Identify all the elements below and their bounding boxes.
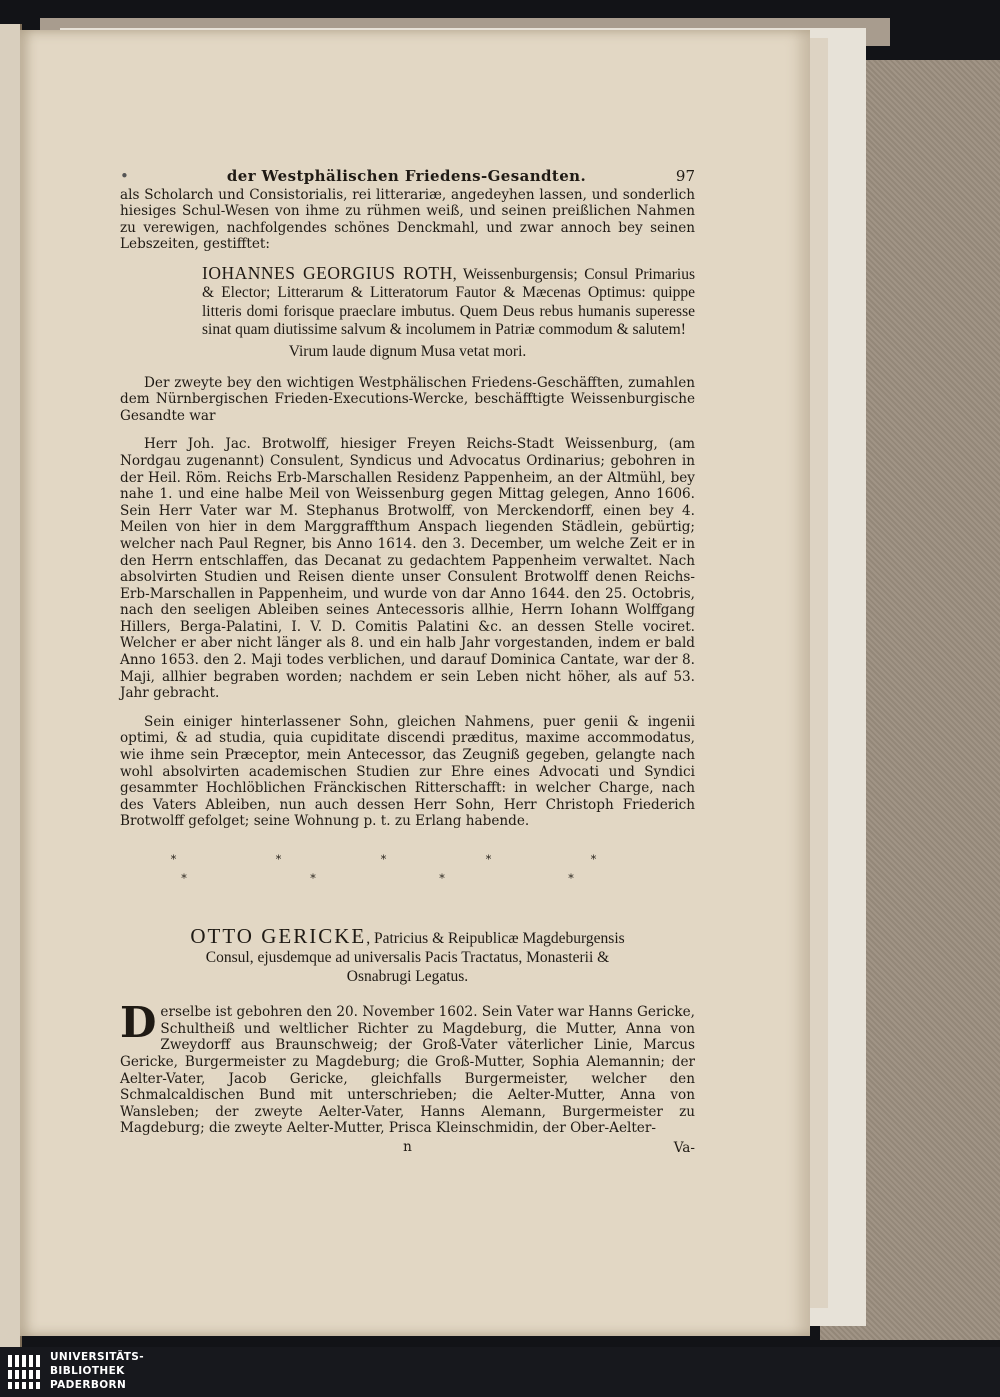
running-head [120,168,695,185]
paragraph-2: Der zweyte bey den wichtigen Westphälischen Friedens-Geschäfften, zumahlen dem Nürnbergischen Frieden-Executions-Wercke, beschäfftigte Weissenburgische Gesandte war [120,374,695,424]
star-ornament: * * * * * [170,853,645,866]
star-ornament-row2: * * * * [181,871,634,885]
inscription [120,264,695,340]
paragraph-5-block [120,998,695,1137]
paragraph-5: erselbe ist gebohren den 20. November 1602. Sein Vater war Hanns Gericke, Schultheiß und weltlicher Richter zu Magdeburg, die Mutter, Anna von Zweydorff aus Braunschweig; der Groß-Vater väterlicher Linie, Marcus Gericke, Burgermeister zu Magdeburg; die Groß-Mutter, Sophia Alemannin; der Aelter-Vater, Jacob Gericke, gleichfalls Burgermeister, welcher den Schmalcaldischen Bund mit unterschrieben; die Aelter-Mutter, Anna von Wansleben; der zweyte Aelter-Vater, Hanns Alemann, Burgermeister zu Magdeburg; die zweyte Aelter-Mutter, Prisca Kleinschmidin, der Ober-Aelter- [120,1004,695,1137]
catchword: Va- [673,1139,695,1156]
footer-bar [0,1347,1000,1397]
entry-name: OTTO GERICKE [190,924,367,949]
paragraph-4: Sein einiger hinterlassener Sohn, gleichen Nahmens, puer genii & ingenii optimi, & ad studia, quia cupiditate discendi præditus, maxime accommodatus, wie ihme sein Præceptor, mein Antecessor, das Zeugniß gegeben, gelangte nach wohl absolvirten academischen Studien zur Ehre eines Advocati und Syndici gesammter Hochlöblichen Fränckischen Ritterschafft: in welcher Charge, nach des Vaters Ableiben, nun auch dessen Herr Sohn, Herr Christoph Friederich Brotwolff gefolget; seine Wohnung p. t. zu Erlang habende. [120,713,695,830]
logo-line-2: BIBLIOTHEK [50,1365,125,1377]
logo-line-3: PADERBORN [50,1379,127,1391]
drop-cap: D [120,998,157,1048]
library-logo-icon [6,1353,44,1391]
entry-title-line1: , Patricius & Reipublicæ Magdeburgensis [366,930,625,948]
book-page [20,30,810,1336]
page-content [120,168,695,1156]
left-page-edge [0,24,22,1347]
running-title: der Westphälischen Friedens-Gesandten. [226,167,587,185]
motto: Virum laude dignum Musa vetat mori. [288,342,527,360]
paragraph-1: als Scholarch und Consistorialis, rei litterariæ, angedeyhen lassen, und sonderlich hiesiges Schul-Wesen von ihme zu rühmen weiß, und seinen preißlichen Nahmen zu verewigen, nachfolgendes schönes Denckmahl, und zwar annoch bey seinen Lebszeiten, gestifftet: [120,186,695,253]
paragraph-3: Herr Joh. Jac. Brotwolff, hiesiger Freyen Reichs-Stadt Weissenburg, (am Nordgau zugenannt) Consulent, Syndicus und Advocatus Ordinarius; gebohren in der Heil. Röm. Reichs Erb-Marschallen Residenz Pappenheim, an der Altmühl, bey nahe 1. und eine halbe Meil von Weissenburg gegen Mittag gelegen, Anno 1606. Sein Herr Vater war M. Stephanus Brotwolff, von Merckendorff, einen bey 4. Meilen von hier in dem Marggraffthum Anspach liegenden Städlein, gebürtig; welcher nach Paul Regner, bis Anno 1614. den 3. December, um welche Zeit er in den Herrn entschlaffen, das Decanat zu gedachtem Pappenheim verwaltet. Nach absolvirten Studien und Reisen diente unser Consulent Brotwolff denen Reichs-Erb-Marschallen in Pappenheim, und wurde von dar Anno 1644. den 25. Octobris, nach den seeligen Ableiben seines Antecessoris allhie, Herrn Iohann Wolffgang Hillers, Berga-Palatini, I. V. D. Comitis Palatini &c. an dessen Stelle vociret. Welcher er aber nicht länger als 8. und ein halb Jahr vorgestanden, indem er bald Anno 1653. den 2. Maji todes verblichen, und darauf Dominica Cantate, war der 8. Maji, allhier begraben worden; nachdem er sein Leben nicht höher, als auf 53. Jahr gebracht. [120,436,695,702]
signature-mark: n [403,1138,412,1155]
entry-heading [120,924,695,986]
page-number: 97 [675,167,695,185]
entry-title-line2: Consul, ejusdemque ad universalis Pacis Tractatus, Monasterii & [205,949,610,967]
entry-title-line3: Osnabrugi Legatus. [346,968,469,986]
library-logo-text [50,1350,144,1392]
inscription-name: IOHANNES GEORGIUS ROTH [202,262,453,283]
logo-line-1: UNIVERSITÄTS- [50,1351,145,1363]
ornament-dot: • [120,167,129,185]
inscription-text: , Weissenburgensis; Consul Primarius & Elector; Litterarum & Litteratorum Fautor & Mæcenas Optimus: quippe litteris domi forisque praeclare imbutus. Quem Deus rebus humanis superesse sinat quam diutissime salvum & incolumem in Patriæ commodum & salutem! [202,265,695,339]
